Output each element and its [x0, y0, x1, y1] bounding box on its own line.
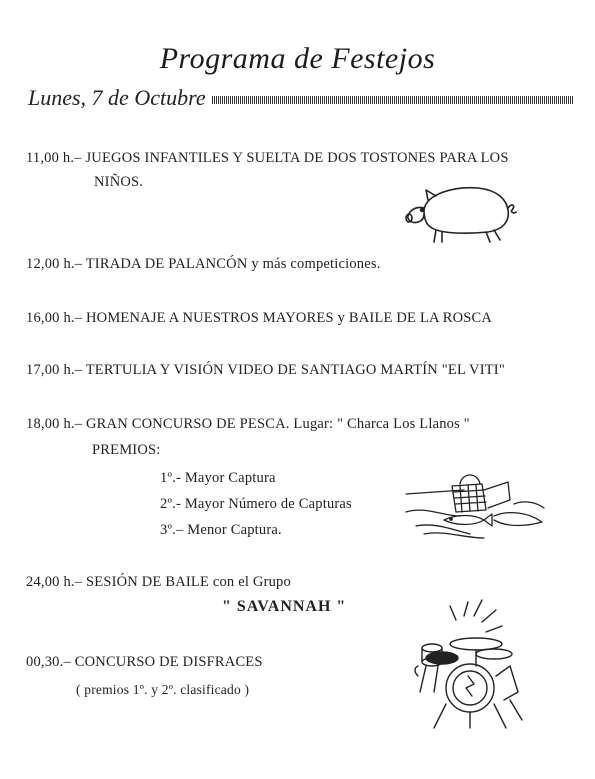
prize-2: 2º.- Mayor Número de Capturas — [160, 496, 352, 512]
prize-3: 3º.– Menor Captura. — [160, 522, 282, 538]
event-1800-line-1: 18,00 h.– GRAN CONCURSO DE PESCA. Lugar: " Charca Los Llanos " — [26, 416, 470, 432]
date-text: Lunes, 7 de Octubre — [28, 85, 206, 110]
event-1800-premios: PREMIOS: — [92, 442, 161, 458]
event-0030-line-2: ( premios 1º. y 2º. clasificado ) — [76, 682, 250, 697]
event-1100-line-2: NIÑOS. — [94, 174, 144, 190]
band-name: " SAVANNAH " — [222, 598, 347, 615]
date-header — [28, 84, 573, 112]
event-1100-line-1: 11,00 h.– JUEGOS INFANTILES Y SUELTA DE DOS TOSTONES PARA LOS — [26, 150, 509, 166]
event-2400-line-1: 24,00 h.– SESIÓN DE BAILE con el Grupo — [26, 574, 291, 590]
fishing-basket-icon — [404, 460, 550, 542]
event-0030-line-1: 00,30.– CONCURSO DE DISFRACES — [26, 654, 263, 670]
pig-icon — [402, 180, 518, 248]
event-1600: 16,00 h.– HOMENAJE A NUESTROS MAYORES y BAILE DE LA ROSCA — [26, 310, 493, 326]
date-rule-divider — [212, 96, 573, 104]
drum-kit-icon — [412, 596, 524, 732]
event-1200: 12,00 h.– TIRADA DE PALANCÓN y más competiciones. — [26, 256, 381, 272]
page-title: Programa de Festejos — [159, 42, 436, 75]
prize-1: 1º.- Mayor Captura — [160, 470, 276, 486]
event-1700: 17,00 h.– TERTULIA Y VISIÓN VIDEO DE SANTIAGO MARTÍN "EL VITI" — [26, 362, 505, 378]
